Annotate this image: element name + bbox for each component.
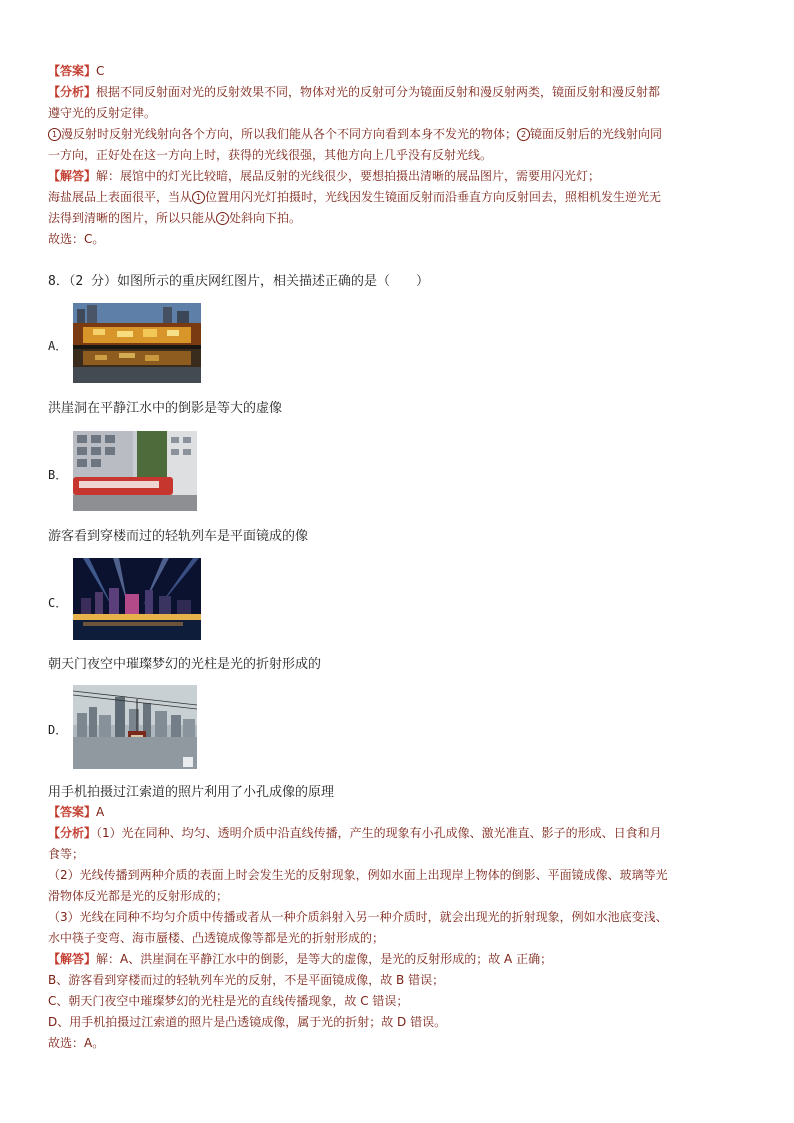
solution-line-4: D、用手机拍摄过江索道的照片是凸透镜成像，属于光的折射；故 D 错误。 <box>48 1015 447 1029</box>
option-a-letter: A． <box>48 339 68 353</box>
solution-line-2: B、游客看到穿楼而过的轻轨列车光的反射，不是平面镜成像，故 B 错误； <box>48 973 445 987</box>
analysis-text: 漫反射时反射光线射向各个方向，所以我们能从各个不同方向看到本身不发光的物体； <box>61 127 518 141</box>
solution-tag: 【解答】 <box>48 169 97 183</box>
analysis-text: 根据不同反射面对光的反射效果不同，物体对光的反射可分为镜面反射和漫反射两类，镜面反射和漫反射都 <box>96 85 661 99</box>
option-d-text: 用手机拍摄过江索道的照片利用了小孔成像的原理 <box>48 785 335 800</box>
prev-analysis-line-3 <box>48 124 748 145</box>
prev-analysis-line-4: 一方向，正好处在这一方向上时，获得的光线很强，其他方向上几乎没有反射光线。 <box>48 148 493 162</box>
analysis-line-5: （3）光线在同种不均匀介质中传播或者从一种介质斜射入另一种介质时，就会出现光的折射现象，例如水池底变浅、 <box>48 910 668 924</box>
question-stem: 8．（2 分）如图所示的重庆网红图片，相关描述正确的是（ ） <box>48 274 429 289</box>
prev-solution-line-3 <box>48 208 748 229</box>
solution-tag: 【解答】 <box>48 952 97 966</box>
answer-line <box>48 802 748 823</box>
question-solution <box>48 802 748 1054</box>
circled-number-1: 1 <box>48 128 61 141</box>
prev-solution-line-1 <box>48 166 748 187</box>
solution-text: 解：A、洪崖洞在平静江水中的倒影，是等大的虚像，是光的反射形成的；故 A 正确； <box>96 952 553 966</box>
prev-answer-line <box>48 61 748 82</box>
analysis-line-6: 水中筷子变弯、海市蜃楼、凸透镜成像等都是光的折射形成的； <box>48 931 385 945</box>
option-a-text: 洪崖洞在平静江水中的倒影是等大的虚像 <box>48 401 283 416</box>
option-d-photo <box>73 685 197 769</box>
analysis-tag: 【分析】 <box>48 85 97 99</box>
circled-number-1: 1 <box>192 191 205 204</box>
circled-number-2: 2 <box>216 212 229 225</box>
solution-text: 处斜向下拍。 <box>229 211 302 225</box>
solution-line-1 <box>48 949 748 970</box>
option-b-text: 游客看到穿楼而过的轻轨列车是平面镜成的像 <box>48 529 309 544</box>
solution-text: 法得到清晰的图片，所以只能从 <box>48 211 217 225</box>
analysis-text: 镜面反射后的光线射向同 <box>530 127 663 141</box>
answer-value: C <box>96 64 105 78</box>
previous-solution <box>48 61 748 250</box>
prev-analysis-line-2: 遵守光的反射定律。 <box>48 106 157 120</box>
answer-tag: 【答案】 <box>48 805 97 819</box>
option-b-photo <box>73 431 197 511</box>
option-b-letter: B． <box>48 468 68 482</box>
analysis-line-3: （2）光线传播到两种介质的表面上时会发生光的反射现象，例如水面上出现岸上物体的倒影、平面镜成像、玻璃等光 <box>48 868 668 882</box>
option-a-photo <box>73 303 201 383</box>
solution-text: 海盐展品上表面很平，当从 <box>48 190 193 204</box>
solution-text: 解：展馆中的灯光比较暗，展品反射的光线很少，要想拍摄出清晰的展品图片，需要用闪光灯； <box>96 169 601 183</box>
prev-solution-line-2 <box>48 187 748 208</box>
answer-tag: 【答案】 <box>48 64 97 78</box>
prev-analysis-line-1 <box>48 82 748 103</box>
solution-text: 位置用闪光灯拍摄时，光线因发生镜面反射而沿垂直方向反射回去，照相机发生逆光无 <box>205 190 662 204</box>
prev-choice: 故选：C。 <box>48 232 105 246</box>
analysis-text: （1）光在同种、均匀、透明介质中沿直线传播，产生的现象有小孔成像、激光准直、影子的形成、日食和月 <box>96 826 662 840</box>
option-d-letter: D． <box>48 723 68 737</box>
analysis-line-4: 滑物体反光都是光的反射形成的； <box>48 889 229 903</box>
analysis-line-2: 食等； <box>48 847 85 861</box>
answer-value: A <box>96 805 105 819</box>
solution-choice: 故选：A。 <box>48 1036 105 1050</box>
analysis-tag: 【分析】 <box>48 826 97 840</box>
option-c-photo <box>73 558 201 640</box>
solution-line-3: C、朝天门夜空中璀璨梦幻的光柱是光的直线传播现象，故 C 错误； <box>48 994 409 1008</box>
analysis-line-1 <box>48 823 748 844</box>
circled-number-2: 2 <box>517 128 530 141</box>
option-c-text: 朝天门夜空中璀璨梦幻的光柱是光的折射形成的 <box>48 657 322 672</box>
option-c-letter: C． <box>48 596 68 610</box>
